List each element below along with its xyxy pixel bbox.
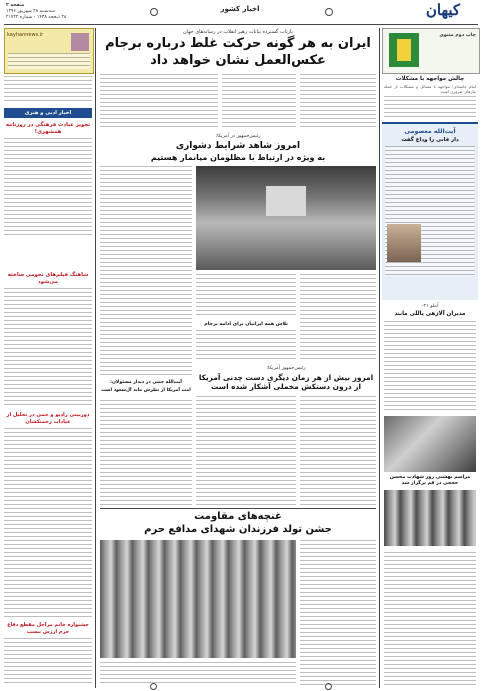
issue-line: ۲۸ ذیحجه ۱۴۳۸ - شماره ۲۱۷۲۲ (6, 15, 67, 20)
right-col-divider (379, 28, 380, 688)
story-2-kicker: رئیس‌جمهور در آمریکا: (215, 134, 261, 139)
news-2-body (384, 321, 476, 411)
story-4-body-bottom (100, 662, 296, 686)
lead-headline-1: ایران به هر گونه حرکت غلط درباره برجام (105, 36, 371, 51)
story-4-body-right (300, 540, 376, 686)
children-photo (100, 540, 296, 658)
left-story-3-title: دوربینی رادیو و خمی در تحلیل از عبادات زحمتکشان (6, 412, 90, 425)
literary-box-header (4, 108, 92, 118)
cartoon-label: چاپ دوم مثنوی (439, 33, 476, 38)
story-3-body-2 (196, 396, 296, 506)
left-story-2-body (4, 288, 92, 406)
news-1-title: آیت‌الله معصومی (404, 128, 456, 135)
story-2-body-right (300, 274, 376, 362)
news-box (382, 122, 478, 300)
masthead (0, 0, 482, 26)
news-1-subtitle: دار فانی را وداع گفت (401, 137, 459, 143)
date-block (6, 3, 76, 21)
left-column (4, 28, 92, 688)
story-2-headline-2: به ویژه در ارتباط با مظلومان میانمار هستیم (150, 153, 326, 162)
cartoon-box (382, 28, 480, 74)
news-2-kicker: آملو ۲۱- (421, 304, 439, 309)
kayhan-thumb (71, 33, 89, 51)
story-4-headline-1: غنچه‌های مقاومت (194, 511, 282, 522)
lead-body-col-3 (100, 74, 218, 130)
footer-ornament-left-icon (150, 683, 157, 690)
news-1-photo (387, 224, 421, 262)
lead-kicker: بازتاب گسترده بیانات رهبر انقلاب در رسانه‌های جهان (183, 29, 293, 35)
left-story-2-title: شاهنگ فیلم‌های نجومی ساخته می‌شود (7, 272, 89, 285)
crowd-photo (384, 490, 476, 546)
story-2-body-mid-2 (196, 330, 296, 362)
mid-caption-1: آیت‌الله جنتی در دیدار مسئولان: (110, 380, 182, 385)
left-logo-box (4, 28, 94, 74)
left-logo-body (8, 53, 90, 69)
left-intro-body (4, 76, 92, 104)
notice-title: چالش مواجهه با مشکلات (395, 76, 465, 82)
mid-caption-2: امت آمریکا از نظرش ماند آل‌سعود است (101, 388, 191, 393)
footer-ornament-right-icon (325, 683, 332, 690)
left-story-1-title: تجویز عبادت فرهنگی در روزنامه همشهری! (5, 122, 91, 135)
hajj-photo (384, 416, 476, 472)
story-3-headline: امروز بیش از هر زمان دیگری دست چدنی آمریکا از درون دستکش مخملی آشکار شده است (198, 373, 374, 392)
masthead-rule (4, 24, 478, 25)
cartoon-image (389, 33, 419, 67)
story-4-rule (100, 508, 376, 509)
left-story-4-title: جشنواره خاتم مراحل مقطع دفاع حرم ارزش نیست (7, 622, 89, 635)
mid-caption-body (100, 400, 192, 506)
right-photo-caption: مراسم بهشتی روز شهادت محسن حججی در قم برگزار شد (389, 475, 471, 486)
left-story-4-body (4, 638, 92, 686)
lead-body-col-2 (222, 74, 296, 130)
right-bottom-body (384, 552, 476, 686)
story-2-caption: تلاش همه ایرانیان برای ادامه برجام (204, 322, 288, 327)
left-logo-text: kayhannews.ir (7, 32, 44, 38)
lead-headline-2: عکس‌العمل نشان خواهد داد (150, 53, 326, 68)
news-2-title: مدیران آلازهی یاللی مانند (394, 311, 466, 317)
section-title: اخبار کشور (220, 5, 260, 13)
left-story-1-body (4, 138, 92, 238)
ornament-left-icon (150, 8, 158, 16)
story-3-body-1 (300, 396, 376, 506)
page-label: صفحه ۲ (6, 3, 25, 8)
story-2-headline-1: امروز شاهد شرایط دشواری (175, 141, 301, 151)
un-assembly-photo (196, 166, 376, 270)
right-column (382, 28, 478, 688)
left-story-3-body (4, 428, 92, 618)
left-col-divider (95, 28, 96, 688)
literary-box-title: اخبار ادبی و هنری (24, 110, 72, 116)
notice-body (384, 96, 476, 118)
story-3-kicker: رئیس‌جمهور آمریکا: (266, 366, 306, 371)
date-line: سه‌شنبه ۲۸ شهریور ۱۳۹۶ (6, 9, 55, 14)
story-2-body-left (100, 166, 192, 376)
notice-text: امام خامنه‌ای: مواجهه با مسائل و مشکلات از جمله نیازهای ضروری است (384, 84, 476, 95)
story-4-headline-2: جشن تولد فرزندان شهدای مدافع حرم (144, 524, 332, 535)
story-2-body-mid (196, 274, 296, 318)
ornament-right-icon (325, 8, 333, 16)
lead-body-col-1 (300, 74, 376, 130)
newspaper-logo: کیهان (425, 1, 461, 19)
